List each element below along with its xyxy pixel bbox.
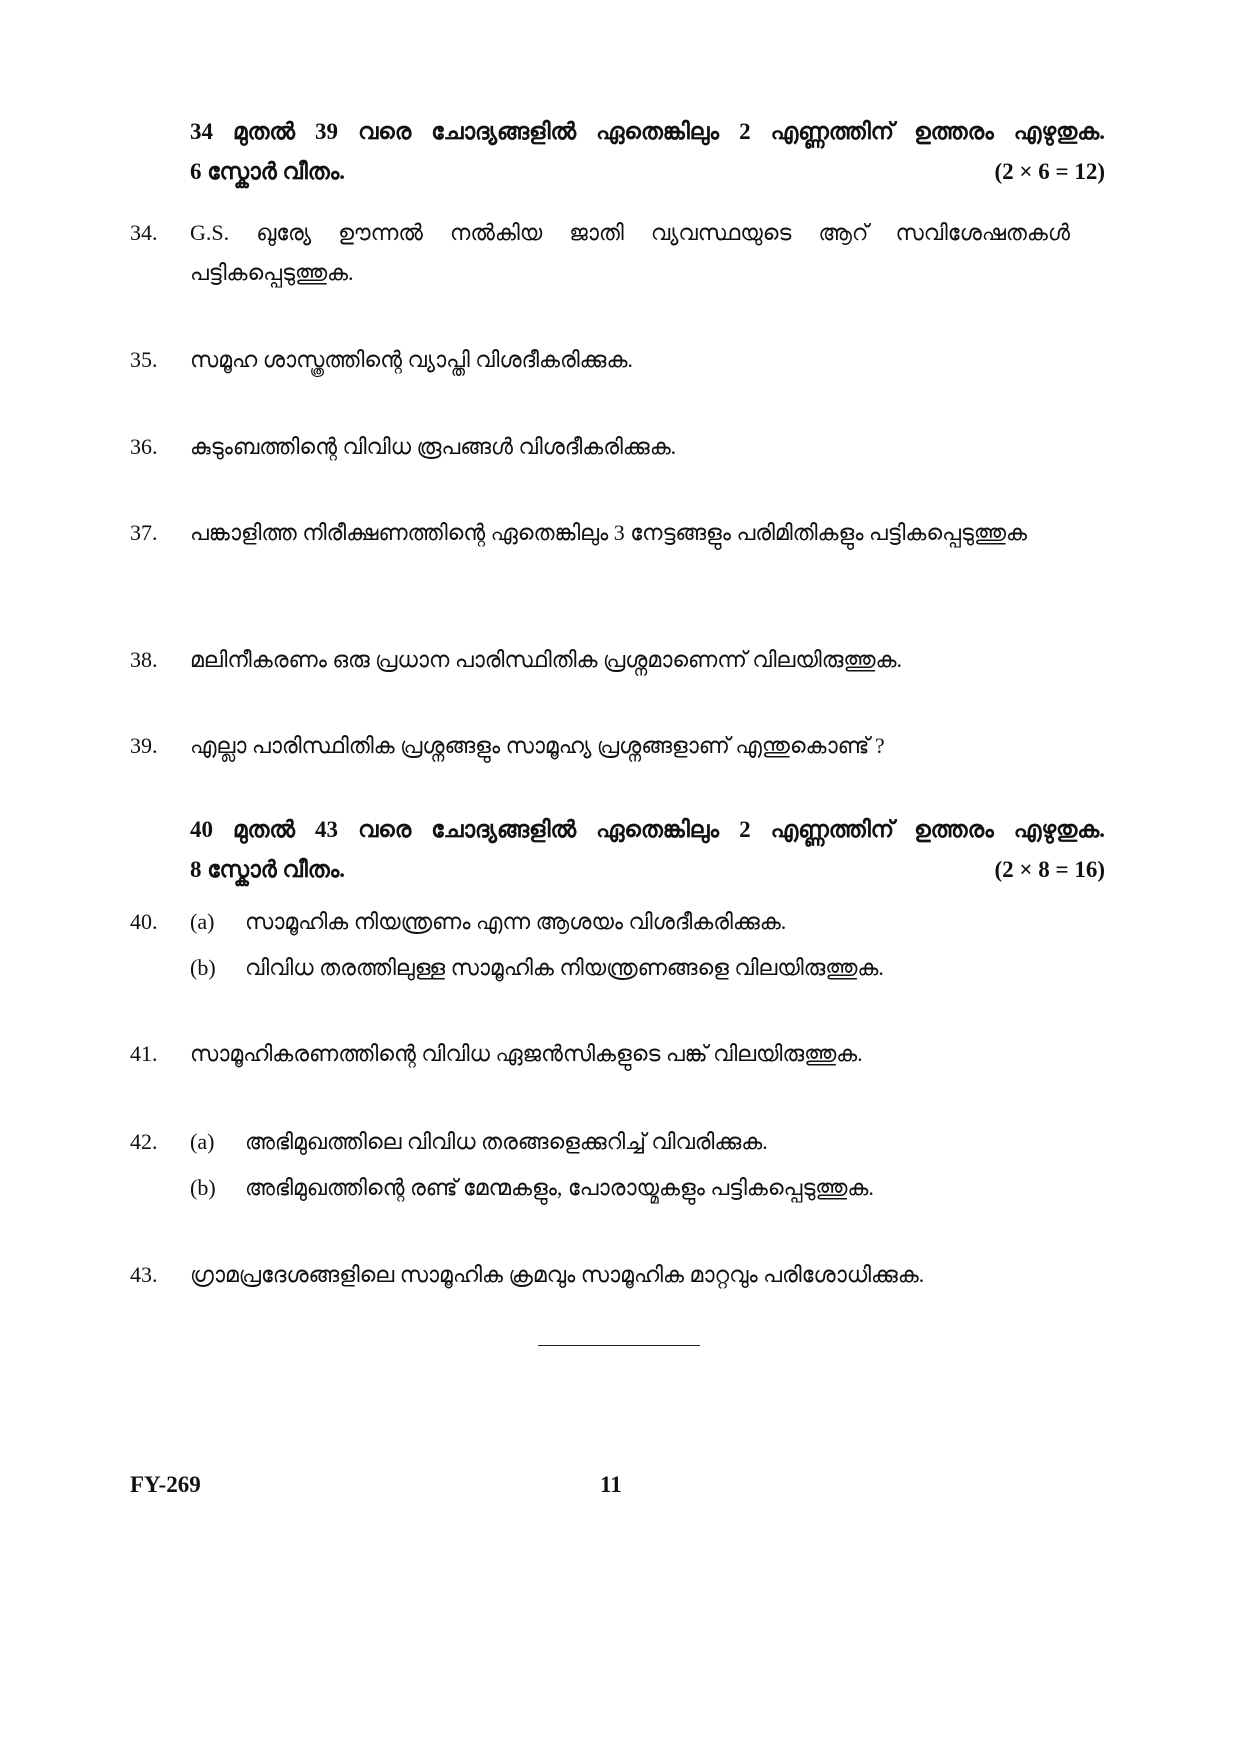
section-1-instructions — [190, 112, 1105, 192]
paper-code: FY-269 — [130, 1472, 201, 1497]
section-2-total: (2 × 8 = 16) — [994, 857, 1105, 882]
question-text: മലിനീകരണം ഒരു പ്രധാന പാരിസ്ഥിതിക പ്രശ്നമാണെന്ന് വിലയിരുത്തുക. — [190, 647, 902, 672]
question-text: G.S. ഖുര്യേ ഊന്നൽ നൽകിയ ജാതി വ്യവസ്ഥയുടെ ആറ് സവിശേഷതകൾ പട്ടികപ്പെടുത്തുക. — [190, 220, 1070, 285]
question-37 — [130, 513, 1105, 553]
question-43 — [130, 1255, 1105, 1295]
section-1-score-each: 6 സ്കോർ വീതം. — [190, 159, 346, 184]
question-42 — [130, 1122, 1105, 1214]
question-text: പങ്കാളിത്ത നിരീക്ഷണത്തിന്റെ ഏതെങ്കിലും 3 നേട്ടങ്ങളും പരിമിതികളും പട്ടികപ്പെടുത്തുക — [190, 520, 1027, 545]
question-text: എല്ലാ പാരിസ്ഥിതിക പ്രശ്നങ്ങളും സാമൂഹ്യ പ്രശ്നങ്ങളാണ് എന്തുകൊണ്ട് ? — [190, 733, 885, 758]
question-number: 37. — [130, 520, 158, 545]
question-35 — [130, 340, 1105, 380]
question-number: 38. — [130, 647, 158, 672]
sub-question-text: അഭിമുഖത്തിലെ വിവിധ തരങ്ങളെക്കുറിച്ച് വിവരിക്കുക. — [245, 1129, 768, 1154]
end-divider — [538, 1345, 700, 1346]
sub-question-label: (a) — [190, 1129, 215, 1154]
sub-question-label: (b) — [190, 1175, 216, 1200]
question-number: 34. — [130, 220, 158, 245]
sub-question-text: വിവിധ തരത്തിലുള്ള സാമൂഹിക നിയന്ത്രണങ്ങളെ വിലയിരുത്തുക. — [245, 955, 884, 980]
question-text: സാമൂഹികരണത്തിന്റെ വിവിധ ഏജൻസികളുടെ പങ്ക് വിലയിരുത്തുക. — [190, 1041, 863, 1066]
section-1-instruction-text: 34 മുതൽ 39 വരെ ചോദ്യങ്ങളിൽ ഏതെങ്കിലും 2 എണ്ണത്തിന് ഉത്തരം എഴുതുക. — [190, 119, 1105, 144]
section-2-score-each: 8 സ്കോർ വീതം. — [190, 857, 346, 882]
sub-question-b — [190, 948, 1105, 994]
sub-question-b — [190, 1168, 1105, 1214]
question-text: ഗ്രാമപ്രദേശങ്ങളിലെ സാമൂഹിക ക്രമവും സാമൂഹിക മാറ്റവും പരിശോധിക്കുക. — [190, 1262, 925, 1287]
sub-question-a — [190, 1122, 1105, 1168]
question-34 — [130, 213, 1105, 293]
sub-question-label: (a) — [190, 909, 215, 934]
page-number: 11 — [600, 1472, 622, 1497]
question-38 — [130, 640, 1105, 680]
section-2-instructions — [190, 810, 1105, 890]
question-text: സമൂഹ ശാസ്ത്രത്തിന്റെ വ്യാപ്തി വിശദീകരിക്കുക. — [190, 347, 633, 372]
sub-question-a — [190, 902, 1105, 948]
question-39 — [130, 726, 1105, 766]
section-1-total: (2 × 6 = 12) — [994, 159, 1105, 184]
sub-question-text: സാമൂഹിക നിയന്ത്രണം എന്ന ആശയം വിശദീകരിക്കുക. — [245, 909, 787, 934]
sub-question-text: അഭിമുഖത്തിന്റെ രണ്ട് മേന്മകളും, പോരായ്മകളും പട്ടികപ്പെടുത്തുക. — [245, 1175, 874, 1200]
question-36 — [130, 427, 1105, 467]
section-2-score-line — [190, 850, 1105, 890]
question-41 — [130, 1034, 1105, 1074]
question-number: 40. — [130, 909, 158, 934]
question-number: 39. — [130, 733, 158, 758]
sub-question-label: (b) — [190, 955, 216, 980]
question-number: 35. — [130, 347, 158, 372]
question-number: 42. — [130, 1129, 158, 1154]
question-40 — [130, 902, 1105, 994]
question-text: കുടുംബത്തിന്റെ വിവിധ രൂപങ്ങൾ വിശദീകരിക്കുക. — [190, 434, 677, 459]
question-number: 43. — [130, 1262, 158, 1287]
question-number: 36. — [130, 434, 158, 459]
question-number: 41. — [130, 1041, 158, 1066]
section-1-score-line — [190, 152, 1105, 192]
section-2-instruction-text: 40 മുതൽ 43 വരെ ചോദ്യങ്ങളിൽ ഏതെങ്കിലും 2 എണ്ണത്തിന് ഉത്തരം എഴുതുക. — [190, 817, 1105, 842]
